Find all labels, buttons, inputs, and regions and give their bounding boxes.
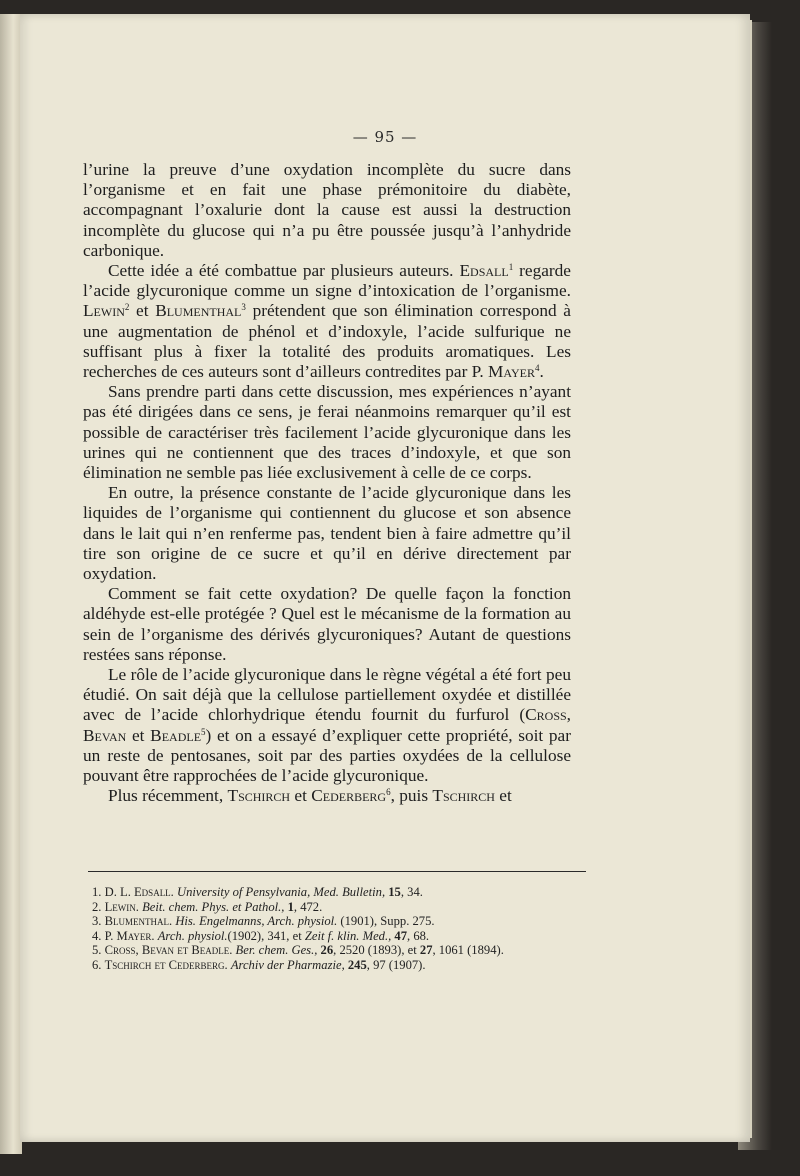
book-page xyxy=(20,14,750,1142)
paragraph-3: Sans prendre parti dans cette discussion, mes expériences n’ayant pas été dirigées dans ce sens, je ferai néanmoins remarquer qu’il est possible de caractériser très facilement l’acide glycuronique dans les urines qui ne contiennent que des traces d’indoxyle, et que son élimination ne semble pas liée exclusivement à celle de ce corps. xyxy=(83,382,571,483)
paragraph-5: Comment se fait cette oxydation? De quelle façon la fonction aldéhyde est-elle protégée ? Quel est le mécanisme de la formation au sein de l’organisme des dérivés glycuroniques? Autant de questions restées sans réponse. xyxy=(83,584,571,664)
paragraph-7: Plus récemment, Tschirch et Cederberg$^6$, puis Tschirch et xyxy=(108,786,512,806)
footnote-1: 1. D. L. Edsall. University of Pensylvania, Med. Bulletin, 15, 34. xyxy=(92,885,423,899)
author-tschirch-2: Tschirch xyxy=(432,786,495,806)
author-cross: Cross xyxy=(525,705,567,725)
author-tschirch: Tschirch xyxy=(227,786,291,806)
footnote-divider xyxy=(88,871,586,872)
footnote-5: 5. Cross, Bevan et Beadle. Ber. chem. Ges., 26, 2520 (1893), et 27, 1061 (1894). xyxy=(92,943,504,958)
footnotes xyxy=(92,885,612,973)
footnote-ref-2: 2 xyxy=(124,302,130,313)
paragraph-4: En outre, la présence constante de l’acide glycuronique dans les liquides de l’organisme qui contiennent du glucose et son absence dans le lait qui n’en renferme pas, tendent bien à faire admettre qu’il tire son origine de ce sucre et qu’il en dérive directement par oxydation. xyxy=(83,483,571,584)
footnote-6: 6. Tschirch et Cederberg. Archiv der Pharmazie, 245, 97 (1907). xyxy=(92,957,426,972)
author-blumenthal: Blumenthal xyxy=(155,301,242,321)
paragraph-6: Le rôle de l’acide glycuronique dans le règne végétal a été fort peu étudié. On sait déjà que la cellulose partiellement oxydée et distillée avec de l’acide chlorhydrique étendu fournit du furfurol (Cross, Bevan et Beadle$^5$) et on a essayé d’expliquer cette propriété, soit par un reste de pentosanes, soit par des parties oxydées de la cellulose pouvant être rapprochées de l’acide glycuronique. xyxy=(83,665,571,786)
page-number: — 95 — xyxy=(352,128,418,146)
author-beadle: Beadle xyxy=(150,725,202,745)
paragraph-2: Cette idée a été combattue par plusieurs auteurs. Edsall$^1$ regarde l’acide glycuronique comme un signe d’intoxication de l’organisme. Lewin$^2$ et Blumenthal$^3$ prétendent que son élimination correspond à une augmentation de phénol et d’indoxyle, l’acide sulfurique ne suffisant plus à fixer la totalité des produits aromatiques. Les recherches de ces auteurs sont d’ailleurs contredites par P. Mayer$^4$. xyxy=(83,261,571,382)
footnote-2: 2. Lewin. Beit. chem. Phys. et Pathol., 1, 472. xyxy=(92,899,323,914)
footnote-ref-5: 5 xyxy=(201,726,206,737)
author-edsall: Edsall xyxy=(459,261,509,281)
footnote-4: 4. P. Mayer. Arch. physiol.(1902), 341, et Zeit f. klin. Med., 47, 68. xyxy=(92,928,430,943)
author-bevan: Bevan xyxy=(83,725,127,745)
footnote-ref-1: 1 xyxy=(508,262,514,273)
author-mayer: Mayer xyxy=(488,362,535,382)
paragraph-1: l’urine la preuve d’une oxydation incomplète du sucre dans l’organisme et en fait une phase prémonitoire du diabète, accompagnant l’oxalurie dont la cause est aussi la destruction incomplète du glucose qui n’a pu être poussée jusqu’à l’anhydride carbonique. xyxy=(83,160,571,260)
left-page-edge xyxy=(0,14,22,1154)
footnote-3: 3. Blumenthal. His. Engelmanns, Arch. physiol. (1901), Supp. 275. xyxy=(92,914,435,929)
footnote-ref-4: 4 xyxy=(534,363,540,374)
body-text xyxy=(83,160,571,807)
author-cederberg: Cederberg xyxy=(311,786,387,806)
footnote-ref-6: 6 xyxy=(386,787,391,798)
footnote-ref-3: 3 xyxy=(241,302,246,313)
author-lewin: Lewin xyxy=(83,301,125,321)
